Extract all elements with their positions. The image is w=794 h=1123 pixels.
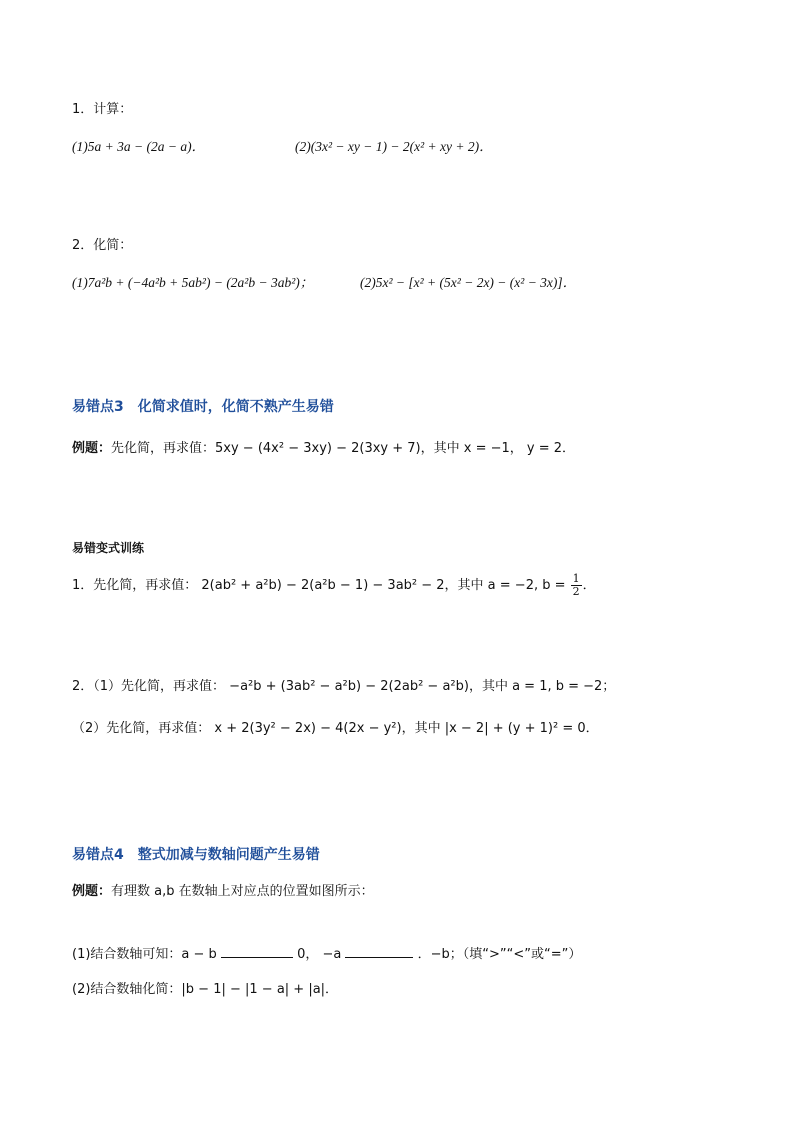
training-1-end: ． <box>582 578 596 593</box>
fraction-one-half <box>571 573 582 598</box>
question-2-part-2: (2)5x² − [x² + (5x² − 2x) − (x² − 3x)]． <box>360 275 577 290</box>
fraction-numerator: 1 <box>572 572 580 585</box>
example-3-text: 先化简，再求值：5xy − (4x² − 3xy) − 2(3xy + 7)，其中 x = −1， y = 2． <box>111 441 576 456</box>
q1-compare-minus-a: 0， −a <box>297 947 342 962</box>
training-2-part-2: （2）先化简，再求值： x + 2(3y² − 2x) − 4(2x − y²)，其中 |x − 2| + (y + 1)² = 0． <box>72 721 599 736</box>
fraction-denominator: 2 <box>572 585 580 598</box>
example-4 <box>72 883 374 901</box>
training-1-text: 1．先化简，再求值： 2(ab² + a²b) − 2(a²b − 1) − 3ab² − 2，其中 a = −2, b = <box>72 578 570 593</box>
question-1-part-1: (1)5a + 3a − (2a − a)． <box>72 139 206 154</box>
section-heading-error-point-3: 易错点3 化简求值时，化简不熟产生易错 <box>72 399 334 415</box>
example-4-text: 有理数 a,b 在数轴上对应点的位置如图所示： <box>111 884 374 899</box>
question-2-part-1: (1)7a²b + (−4a²b + 5ab²) − (2a²b − 3ab²)； <box>72 275 314 290</box>
example-4-question-2: (2)结合数轴化简：|b − 1| − |1 − a| + |a|． <box>72 982 339 997</box>
example-label: 例题： <box>72 884 112 899</box>
training-title: 易错变式训练 <box>72 541 145 555</box>
section-heading-error-point-4: 易错点4 整式加减与数轴问题产生易错 <box>72 847 320 863</box>
question-1-part-2: (2)(3x² − xy − 1) − 2(x² + xy + 2)． <box>295 139 493 154</box>
answer-blank-1[interactable] <box>221 944 293 958</box>
example-4-question-1 <box>72 944 581 964</box>
q1-compare-a-b: (1)结合数轴可知：a − b <box>72 947 217 962</box>
question-2-title: 2．化简： <box>72 238 133 253</box>
answer-blank-2[interactable] <box>345 944 413 958</box>
training-1 <box>72 573 596 598</box>
training-2-part-1: 2．（1）先化简，再求值： −a²b + (3ab² − a²b) − 2(2ab² − a²b)，其中 a = 1, b = −2； <box>72 679 616 694</box>
example-label: 例题： <box>72 441 112 456</box>
q1-fill-instruction: ．−b；（填“>”“<”或“=”） <box>417 947 582 962</box>
question-1-title: 1．计算： <box>72 102 133 117</box>
example-3 <box>72 440 575 458</box>
